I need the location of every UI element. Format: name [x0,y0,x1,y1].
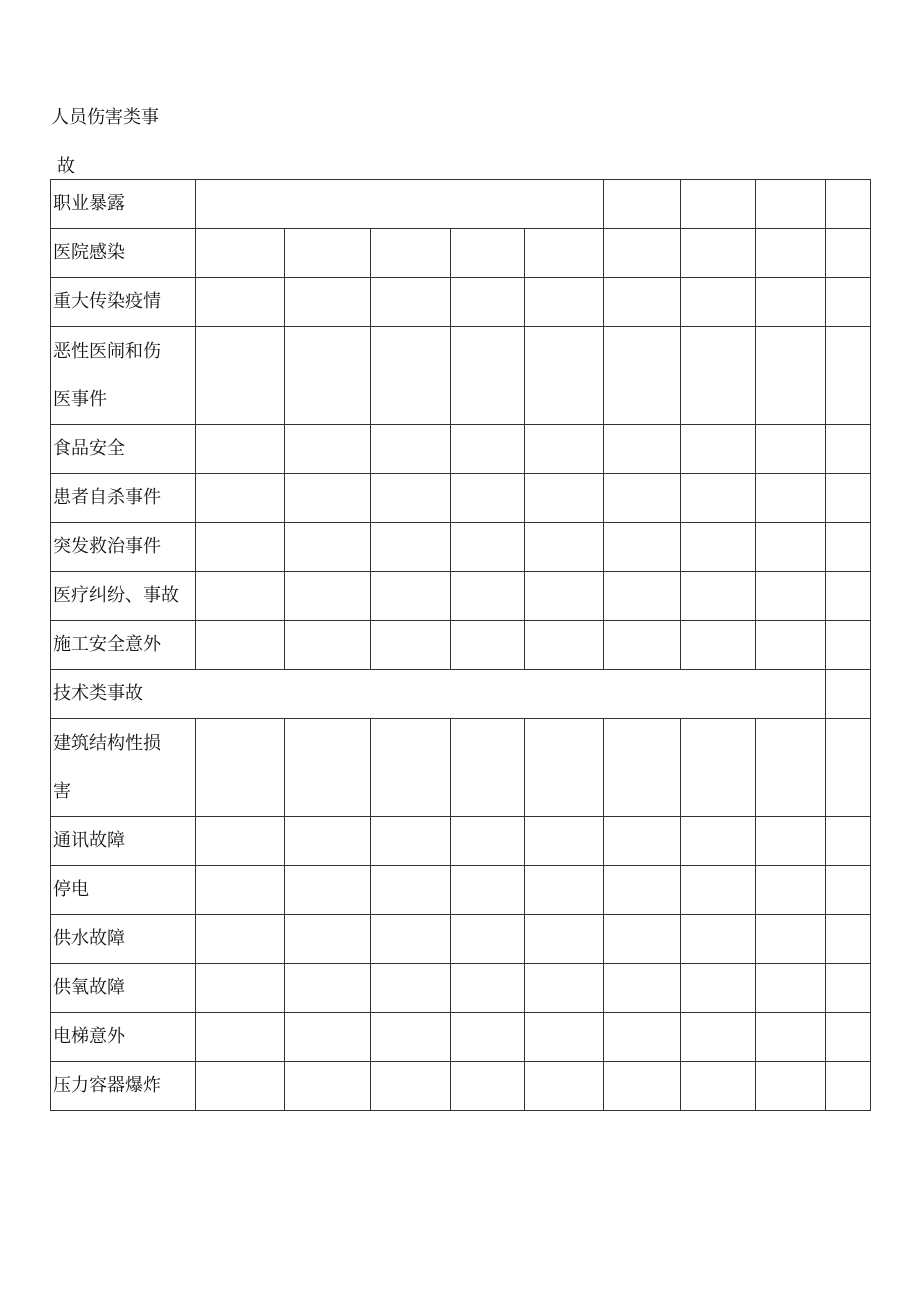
row-label-line1: 恶性医闹和伤 [53,340,161,362]
table-cell [371,523,451,572]
row-label: 通讯故障 [51,817,196,866]
table-cell [826,915,871,964]
table-row [51,425,871,474]
table-cell [371,229,451,278]
table-cell [285,229,371,278]
table-cell [525,474,604,523]
table-cell [451,278,525,327]
table-cell [756,1013,826,1062]
table-row [51,866,871,915]
table-cell [451,425,525,474]
table-cell [826,1062,871,1111]
table-cell [604,621,681,670]
row-label-line2: 害 [53,780,71,802]
table-cell [371,964,451,1013]
table-cell [371,327,451,425]
row-label-line1: 建筑结构性损 [53,732,161,754]
table-cell [604,180,681,229]
table-cell [826,866,871,915]
table-cell [756,719,826,817]
table-cell [285,1062,371,1111]
table-cell [756,523,826,572]
table-cell [826,1013,871,1062]
table-cell [451,866,525,915]
table-cell [681,719,756,817]
table-cell [196,621,285,670]
table-cell [285,572,371,621]
row-label: 医疗纠纷、事故 [51,572,196,621]
row-label: 施工安全意外 [51,621,196,670]
table-cell [196,425,285,474]
table-cell [756,278,826,327]
table-cell [371,425,451,474]
table-cell [285,327,371,425]
table-cell [756,425,826,474]
table-row [51,523,871,572]
table-cell [604,327,681,425]
table-cell [826,964,871,1013]
section-label: 技术类事故 [51,670,826,719]
table-cell [756,817,826,866]
table-cell [285,1013,371,1062]
table-cell [451,572,525,621]
table-cell [196,866,285,915]
table-row [51,1062,871,1111]
table-cell [681,1062,756,1111]
table-cell [371,1013,451,1062]
row-label: 供水故障 [51,915,196,964]
table-row [51,474,871,523]
table-row [51,180,871,229]
table-cell [604,572,681,621]
table-cell [681,523,756,572]
table-cell [604,523,681,572]
table-row [51,817,871,866]
table-cell [451,474,525,523]
table-cell [285,523,371,572]
table-cell [681,278,756,327]
table-cell [196,964,285,1013]
table-row [51,964,871,1013]
table-cell [525,425,604,474]
table-cell [451,621,525,670]
table-cell [604,278,681,327]
table-cell [826,180,871,229]
table-cell [525,1013,604,1062]
table-cell [451,817,525,866]
table-cell [826,425,871,474]
row-label-line2: 医事件 [53,388,107,410]
table-cell [826,474,871,523]
table-cell [285,964,371,1013]
table-cell [604,229,681,278]
table-cell [196,229,285,278]
table-cell [756,474,826,523]
table-cell [681,964,756,1013]
table-cell [681,229,756,278]
table-cell [371,1062,451,1111]
row-label [51,327,196,425]
table-row [51,572,871,621]
table-cell [756,1062,826,1111]
table-cell [196,915,285,964]
table-cell [196,327,285,425]
row-label [51,719,196,817]
table-cell [681,572,756,621]
table-cell [681,817,756,866]
table-row [51,915,871,964]
table-cell [525,621,604,670]
table-cell [196,719,285,817]
table-cell [371,278,451,327]
table-cell [451,915,525,964]
table-cell [371,719,451,817]
table-cell [604,964,681,1013]
row-label: 重大传染疫情 [51,278,196,327]
table-cell [826,278,871,327]
table-cell [371,915,451,964]
table-cell [196,1013,285,1062]
table-cell [604,915,681,964]
table-cell [451,229,525,278]
table-cell [196,523,285,572]
table-cell [451,719,525,817]
section-heading-line1: 人员伤害类事 [51,107,159,128]
table-cell [826,670,871,719]
table-row [51,621,871,670]
table-section-row [51,670,871,719]
table-cell [826,572,871,621]
table-cell [285,866,371,915]
table-cell [525,964,604,1013]
table-row [51,327,871,425]
table-cell [371,866,451,915]
table-cell [285,474,371,523]
table-row [51,229,871,278]
table-cell [681,621,756,670]
table-cell [196,474,285,523]
table-cell [525,866,604,915]
table-cell [826,327,871,425]
table-cell [604,1013,681,1062]
table-cell [756,229,826,278]
table-cell [826,229,871,278]
table-cell [285,915,371,964]
table-cell [371,621,451,670]
section-heading-line2: 故 [57,156,75,177]
table-cell [756,915,826,964]
table-cell [681,327,756,425]
table-cell [756,327,826,425]
table-cell [371,817,451,866]
table-cell [826,621,871,670]
row-label: 职业暴露 [51,180,196,229]
row-label: 停电 [51,866,196,915]
table-row [51,1013,871,1062]
row-label: 突发救治事件 [51,523,196,572]
table-cell [604,719,681,817]
table-cell [525,719,604,817]
table-cell [285,425,371,474]
risk-assessment-table [50,179,871,1111]
table-cell [525,229,604,278]
table-cell [681,915,756,964]
table-row [51,278,871,327]
table-cell [451,1013,525,1062]
table-cell [604,1062,681,1111]
table-cell [604,817,681,866]
table-cell [525,817,604,866]
table-cell [756,572,826,621]
table-row [51,719,871,817]
row-label: 患者自杀事件 [51,474,196,523]
table-cell [525,278,604,327]
table-cell [451,327,525,425]
table-cell [681,866,756,915]
table-cell [451,523,525,572]
table-cell [371,474,451,523]
table-cell [681,474,756,523]
table-cell [285,817,371,866]
table-cell [196,278,285,327]
table-cell [826,523,871,572]
row-label: 压力容器爆炸 [51,1062,196,1111]
table-cell [756,180,826,229]
table-cell [604,425,681,474]
table-cell [525,1062,604,1111]
table-cell [525,915,604,964]
table-cell [451,1062,525,1111]
table-cell [604,866,681,915]
table-cell [196,1062,285,1111]
table-cell [756,866,826,915]
table-cell-merged [196,180,604,229]
table-cell [451,964,525,1013]
row-label: 电梯意外 [51,1013,196,1062]
table-cell [525,572,604,621]
table-cell [196,572,285,621]
table-cell [826,719,871,817]
table-cell [525,327,604,425]
row-label: 医院感染 [51,229,196,278]
table-cell [285,621,371,670]
table-cell [285,719,371,817]
table-cell [756,964,826,1013]
table-cell [756,621,826,670]
table-cell [826,817,871,866]
row-label: 供氧故障 [51,964,196,1013]
table-cell [681,425,756,474]
row-label: 食品安全 [51,425,196,474]
table-cell [681,1013,756,1062]
table-cell [285,278,371,327]
table-cell [371,572,451,621]
table-cell [525,523,604,572]
table-cell [196,817,285,866]
table-cell [604,474,681,523]
table-cell [681,180,756,229]
